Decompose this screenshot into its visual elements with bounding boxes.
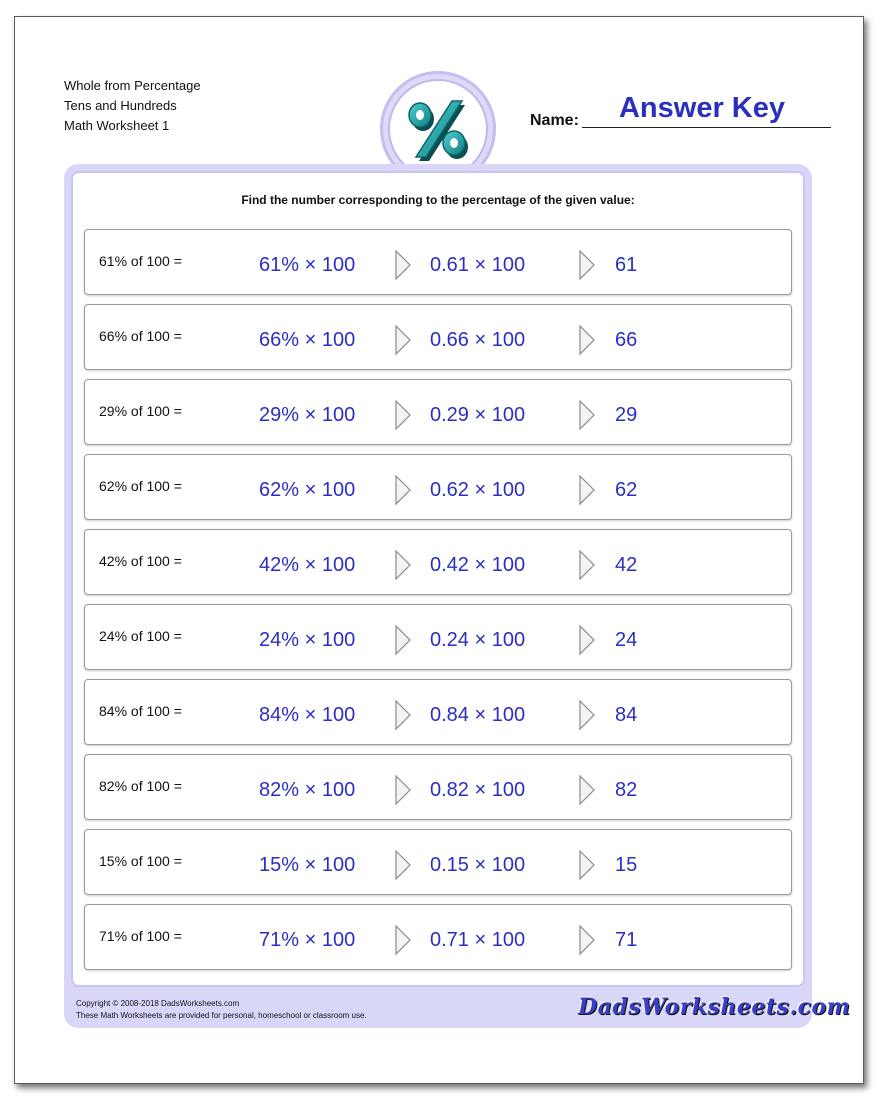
problem-question: 15% of 100 =: [99, 853, 182, 869]
solution-step-percent: 62% × 100: [259, 479, 356, 501]
solution-step-percent: 66% × 100: [259, 329, 356, 351]
solution-step-percent: 15% × 100: [259, 854, 356, 876]
name-label: Name:: [530, 112, 579, 129]
solution-step-percent: 71% × 100: [259, 929, 356, 951]
worksheet-subtitle: Tens and Hundreds: [64, 98, 177, 113]
solution-step-percent: 84% × 100: [259, 704, 356, 726]
copyright-footer: [76, 998, 367, 1022]
solution-step-percent: 24% × 100: [259, 629, 356, 651]
solution-step-decimal: 0.82 × 100: [430, 779, 526, 801]
solution-step-decimal: 0.15 × 100: [430, 854, 526, 876]
problem-row: [84, 604, 792, 670]
solution-step-decimal: 0.24 × 100: [430, 629, 526, 651]
problem-question: 82% of 100 =: [99, 778, 182, 794]
worksheet-number: Math Worksheet 1: [64, 118, 170, 133]
arrow-right-icon: [577, 324, 597, 356]
arrow-right-icon: [393, 924, 413, 956]
solution-step-decimal: 0.62 × 100: [430, 479, 526, 501]
problem-question: 42% of 100 =: [99, 553, 182, 569]
arrow-right-icon: [393, 399, 413, 431]
arrow-right-icon: [393, 624, 413, 656]
solution-step-decimal: 0.42 × 100: [430, 554, 526, 576]
problem-answer: 66: [615, 329, 638, 351]
problem-question: 66% of 100 =: [99, 328, 182, 344]
arrow-right-icon: [393, 324, 413, 356]
problem-row: [84, 379, 792, 445]
problem-question: 29% of 100 =: [99, 403, 182, 419]
problem-question: 71% of 100 =: [99, 928, 182, 944]
arrow-right-icon: [577, 549, 597, 581]
percent-sign-icon: [390, 81, 486, 177]
problem-answer: 61: [615, 254, 638, 276]
arrow-right-icon: [393, 849, 413, 881]
usage-notice: These Math Worksheets are provided for personal, homeschool or classroom use.: [76, 1011, 367, 1020]
problem-answer: 29: [615, 404, 638, 426]
arrow-right-icon: [393, 699, 413, 731]
solution-step-decimal: 0.66 × 100: [430, 329, 526, 351]
problem-question: 62% of 100 =: [99, 478, 182, 494]
solution-step-percent: 29% × 100: [259, 404, 356, 426]
problem-row: [84, 229, 792, 295]
arrow-right-icon: [577, 474, 597, 506]
brand-logo: DadsWorksheets.com: [578, 994, 851, 1020]
problem-answer: 42: [615, 554, 638, 576]
problem-answer: 15: [615, 854, 638, 876]
arrow-right-icon: [577, 849, 597, 881]
arrow-right-icon: [393, 249, 413, 281]
arrow-right-icon: [393, 474, 413, 506]
arrow-right-icon: [577, 774, 597, 806]
solution-step-percent: 61% × 100: [259, 254, 356, 276]
problem-row: [84, 754, 792, 820]
name-underline: [582, 127, 831, 128]
solution-step-percent: 82% × 100: [259, 779, 356, 801]
problem-question: 24% of 100 =: [99, 628, 182, 644]
arrow-right-icon: [577, 249, 597, 281]
problem-answer: 71: [615, 929, 638, 951]
problem-question: 84% of 100 =: [99, 703, 182, 719]
problem-row: [84, 304, 792, 370]
problem-answer: 82: [615, 779, 638, 801]
answer-key-label: Answer Key: [618, 92, 785, 124]
arrow-right-icon: [577, 699, 597, 731]
copyright-text: Copyright © 2008-2018 DadsWorksheets.com: [76, 999, 240, 1008]
solution-step-decimal: 0.84 × 100: [430, 704, 526, 726]
solution-step-percent: 42% × 100: [259, 554, 356, 576]
instructions: Find the number corresponding to the percentage of the given value:: [241, 193, 635, 207]
solution-step-decimal: 0.61 × 100: [430, 254, 526, 276]
problem-row: [84, 904, 792, 970]
solution-step-decimal: 0.29 × 100: [430, 404, 526, 426]
problem-row: [84, 679, 792, 745]
worksheet-title: Whole from Percentage: [64, 78, 201, 93]
problem-answer: 84: [615, 704, 638, 726]
problem-answer: 24: [615, 629, 638, 651]
arrow-right-icon: [577, 924, 597, 956]
problem-answer: 62: [615, 479, 638, 501]
solution-step-decimal: 0.71 × 100: [430, 929, 526, 951]
problem-row: [84, 454, 792, 520]
arrow-right-icon: [577, 399, 597, 431]
arrow-right-icon: [393, 549, 413, 581]
problem-row: [84, 829, 792, 895]
arrow-right-icon: [393, 774, 413, 806]
problem-question: 61% of 100 =: [99, 253, 182, 269]
arrow-right-icon: [577, 624, 597, 656]
problem-row: [84, 529, 792, 595]
